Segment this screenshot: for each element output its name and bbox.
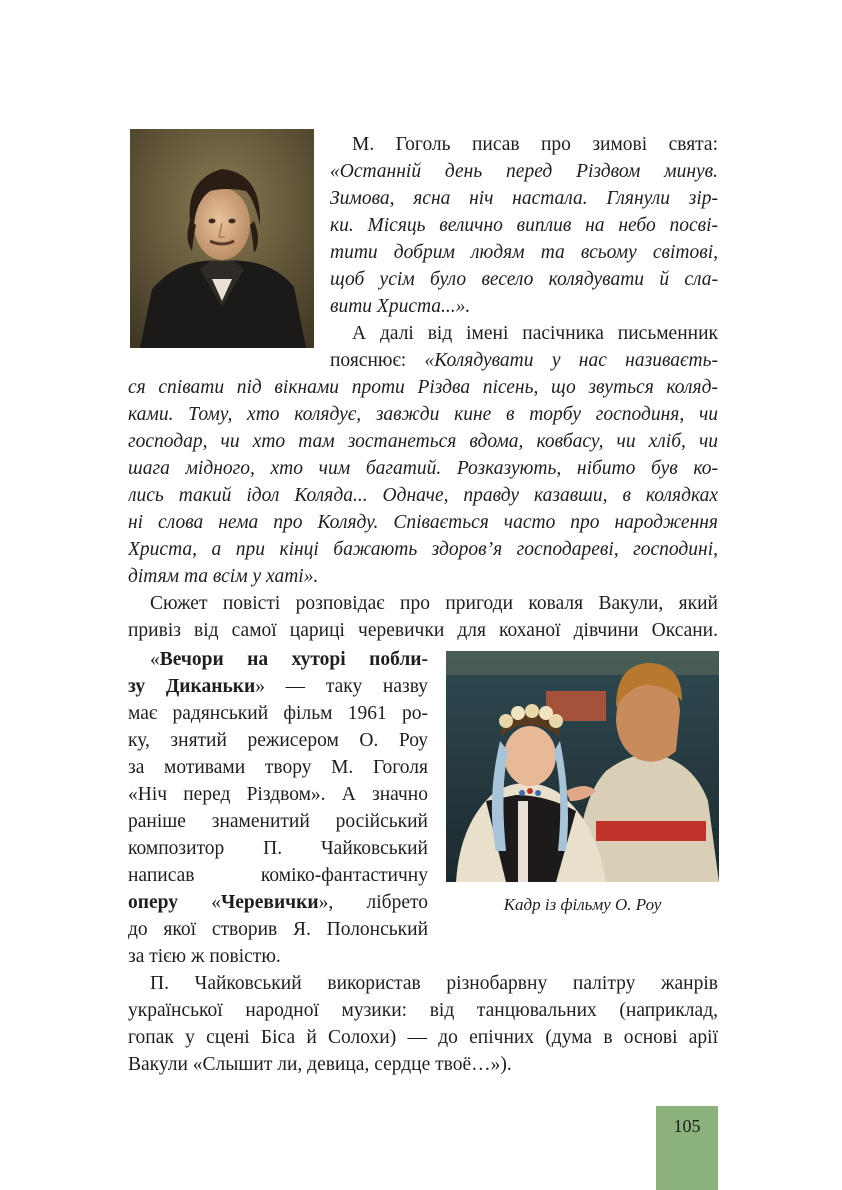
text-line: написав коміко-фантастичну (128, 865, 428, 886)
text-mid: « (177, 892, 221, 913)
text-line: ками. Тому, хто колядує, завжди кине в торбу господиня, чи (128, 404, 718, 425)
text-line: раніше знаменитий російський (128, 811, 428, 832)
text-lead: пояснює: (330, 350, 425, 371)
opera-word: оперу (128, 892, 178, 913)
text-line: тити добрим людям та всьому світові, (330, 242, 718, 263)
page-number-tab (656, 1106, 718, 1190)
text-line: за тією ж повістю. (128, 946, 281, 967)
film-still (446, 651, 719, 882)
text-line: господар, чи хто там зостанеться вдома, ковбасу, чи хліб, чи (128, 431, 718, 452)
text-line: П. Чайковський використав різнобарвну палітру жанрів (150, 973, 718, 994)
text-line: шага мідного, хто чим багатий. Розказують, нібито був ко- (128, 458, 718, 479)
text-rest: », лібрето (318, 892, 428, 913)
text-line: А далі від імені пасічника письменник (352, 323, 718, 344)
film-still-drawing (446, 651, 719, 882)
page-number: 105 (673, 1116, 701, 1136)
text-rest: » — таку назву (255, 676, 428, 697)
text-line: за мотивами твору М. Гоголя (128, 757, 428, 778)
text-line (150, 646, 428, 674)
text-line: «Останній день перед Різдвом минув. (330, 161, 718, 182)
text-line: вити Христа...». (330, 296, 471, 317)
opera-title: Черевички (220, 892, 319, 913)
text-line (128, 889, 428, 917)
text-line: ку, знятий режисером О. Роу (128, 730, 428, 751)
text-line: «Ніч перед Різдвом». А значно (128, 784, 428, 805)
quote-mark: « (150, 649, 160, 670)
text-line: привіз від самої цариці черевички для коханої дівчини Оксани. (128, 620, 718, 641)
text-line: Христа, а при кінці бажають здоров’я господареві, господині, (128, 539, 718, 560)
text-line: ся співати під вікнами проти Різдва пісень, що звуться коляд- (128, 377, 718, 398)
gogol-portrait (130, 129, 314, 348)
text-line: композитор П. Чайковський (128, 838, 428, 859)
text-line (330, 347, 718, 375)
text-line: гопак у сцені Біса й Солохи) — до епічних (дума в основі арії (128, 1027, 718, 1048)
text-line: дітям та всім у хаті». (128, 566, 319, 587)
portrait-drawing (130, 129, 314, 348)
text-line: ки. Місяць велично виплив на небо посві- (330, 215, 718, 236)
film-title: Вечори на хуторі побли- (159, 649, 428, 670)
text-line: щоб усім було весело колядувати й сла- (330, 269, 718, 290)
text-line (128, 673, 428, 701)
film-still-caption: Кадр із фільму О. Роу (503, 895, 662, 914)
quote-start: «Колядувати у нас називаєть- (424, 350, 718, 371)
text-line: має радянський фільм 1961 ро- (128, 703, 428, 724)
text-line: Зимова, ясна ніч настала. Глянули зір- (330, 188, 718, 209)
text-line: до якої створив Я. Полонський (128, 919, 428, 940)
text-line: Сюжет повісті розповідає про пригоди коваля Вакули, який (150, 593, 718, 614)
text-line: М. Гоголь писав про зимові свята: (352, 134, 718, 155)
text-line: ні слова нема про Коляду. Співається часто про народження (128, 512, 718, 533)
text-line: Вакули «Слышит ли, девица, сердце твоё…»). (128, 1054, 512, 1075)
film-title: зу Диканьки (128, 676, 256, 697)
text-line: української народної музики: від танцювальних (наприклад, (128, 1000, 718, 1021)
text-line: лись такий ідол Коляда... Одначе, правду казавши, в колядках (128, 485, 718, 506)
